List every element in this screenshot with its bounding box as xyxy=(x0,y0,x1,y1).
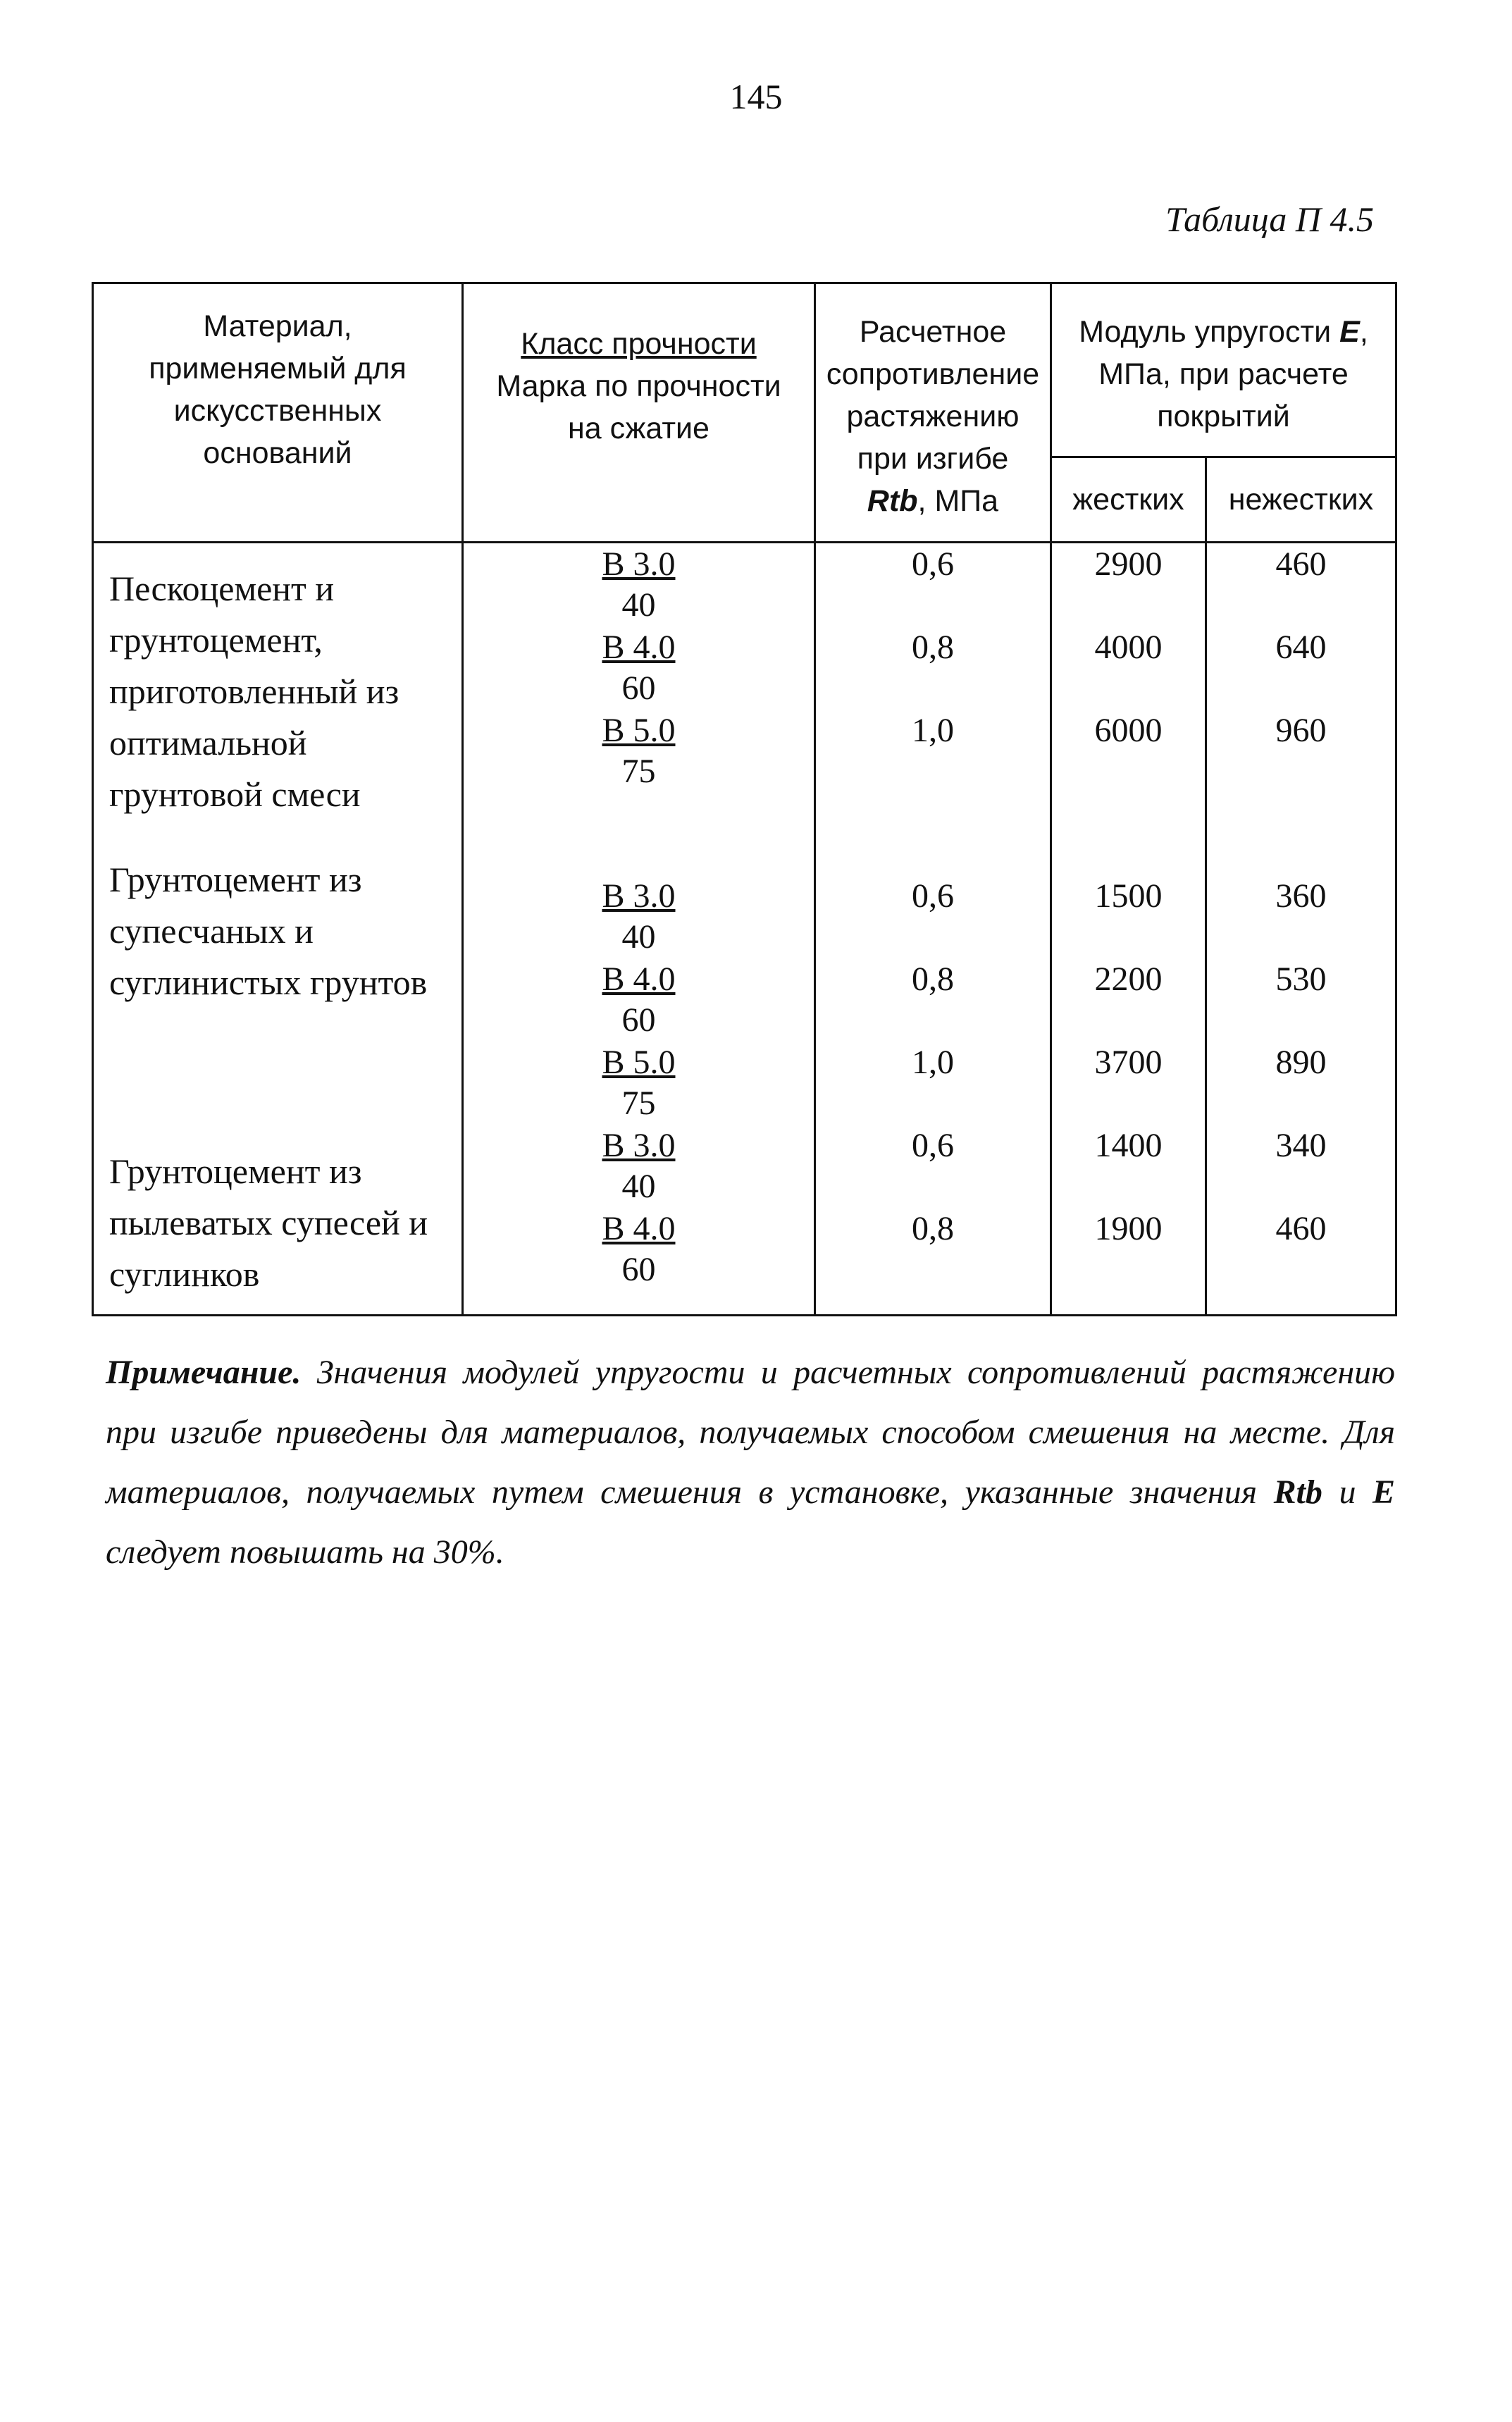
strength-class: В 4.0 xyxy=(602,960,676,998)
table-row xyxy=(93,543,1396,835)
nonrigid-modulus-value: 340 xyxy=(1275,1127,1327,1164)
rtb-value: 0,6 xyxy=(912,545,954,583)
note-text: Значения модулей упругости и расчетных сопротивлений растяжению при изгибе приведены для материалов, получаемых способом смешения на месте. Для материалов, получаемых путем смешения в установке, указанные значения xyxy=(106,1354,1395,1511)
page-number: 145 xyxy=(729,77,783,116)
nonrigid-modulus-value: 640 xyxy=(1275,629,1327,666)
rigid-modulus-value: 1400 xyxy=(1094,1127,1163,1164)
nonrigid-modulus-value: 960 xyxy=(1275,712,1327,749)
rtb-value: 1,0 xyxy=(912,712,954,749)
rigid-modulus-value: 3700 xyxy=(1094,1044,1163,1081)
rigid-modulus-value: 2200 xyxy=(1094,960,1163,998)
strength-class: В 3.0 xyxy=(602,877,676,915)
rigid-modulus-value: 1900 xyxy=(1094,1210,1163,1247)
nonrigid-modulus-value: 530 xyxy=(1275,960,1327,998)
strength-mark: 60 xyxy=(621,1251,656,1288)
header-rigid: жестких xyxy=(1051,457,1206,543)
nonrigid-modulus-value: 360 xyxy=(1275,877,1327,915)
rtb-value: 0,8 xyxy=(912,1210,954,1247)
rigid-modulus-value: 1500 xyxy=(1094,877,1163,915)
rtb-value: 0,6 xyxy=(912,1127,954,1164)
nonrigid-modulus-value: 460 xyxy=(1275,545,1327,583)
header-nonrigid: нежестких xyxy=(1206,457,1396,543)
note-text-end: следует повышать на 30%. xyxy=(106,1533,504,1571)
strength-class: В 3.0 xyxy=(602,1127,676,1164)
rtb-value: 0,8 xyxy=(912,629,954,666)
rtb-value: 1,0 xyxy=(912,1044,954,1081)
strength-class: В 3.0 xyxy=(602,545,676,583)
material-cell: Пескоцемент и грунтоцемент, приготовленный из оптимальной грунтовой смеси xyxy=(93,543,463,835)
strength-class: В 5.0 xyxy=(602,1044,676,1081)
nonrigid-modulus-value: 890 xyxy=(1275,1044,1327,1081)
strength-mark: 40 xyxy=(621,586,656,624)
nonrigid-modulus-value: 460 xyxy=(1275,1210,1327,1247)
strength-class: В 4.0 xyxy=(602,1210,676,1247)
strength-mark: 40 xyxy=(621,918,656,956)
data-table xyxy=(92,282,1397,1316)
header-material: Материал, применяемый для искусственных оснований xyxy=(93,283,463,543)
rigid-modulus-value: 6000 xyxy=(1094,712,1163,749)
rtb-symbol: Rtb xyxy=(1273,1473,1322,1511)
strength-class: В 5.0 xyxy=(602,712,676,749)
strength-mark: 40 xyxy=(621,1168,656,1205)
rtb-value: 0,6 xyxy=(912,877,954,915)
strength-mark: 75 xyxy=(621,753,656,790)
header-elastic-modulus: Модуль упругости E, МПа, при расчете покрытий xyxy=(1051,283,1396,457)
rtb-value: 0,8 xyxy=(912,960,954,998)
strength-mark: 60 xyxy=(621,1001,656,1039)
material-cell: Грунтоцемент из пылеватых супесей и суглинков xyxy=(93,1126,463,1316)
header-tensile-resistance: Расчетное сопротивление растяжению при изгибе Rtb, МПа xyxy=(815,283,1051,543)
table-note: Примечание. Значения модулей упругости и расчетных сопротивлений растяжению при изгибе приведены для материалов, получаемых способом смешения на месте. Для материалов, получаемых путем смешения в установке, указанные значения Rtb и E следует повышать на 30%. xyxy=(106,1354,1396,1571)
e-symbol: E xyxy=(1372,1473,1396,1511)
table-row xyxy=(93,834,1396,1126)
rigid-modulus-value: 4000 xyxy=(1094,629,1163,666)
strength-mark: 75 xyxy=(621,1085,656,1122)
rtb-symbol: Rtb xyxy=(867,484,918,518)
table-row xyxy=(93,1126,1396,1316)
header-strength-class: Класс прочности Марка по прочности на сжатие xyxy=(463,283,815,543)
rigid-modulus-value: 2900 xyxy=(1094,545,1163,583)
table-caption: Таблица П 4.5 xyxy=(1165,199,1374,239)
material-cell: Грунтоцемент из супесчаных и суглинистых грунтов xyxy=(93,834,463,1126)
note-label: Примечание. xyxy=(106,1354,302,1391)
strength-class: В 4.0 xyxy=(602,629,676,666)
strength-mark: 60 xyxy=(621,669,656,707)
